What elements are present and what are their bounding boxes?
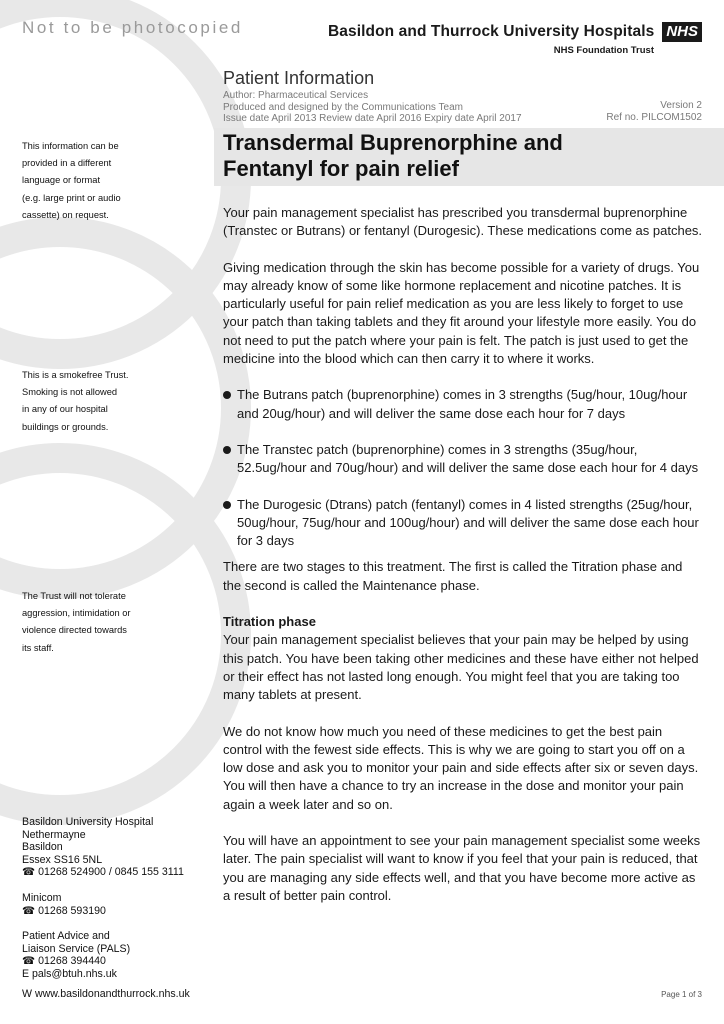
note-line: Smoking is not allowed	[22, 387, 118, 398]
main-content	[223, 204, 703, 923]
sidebar-note-smokefree	[22, 367, 172, 436]
produced-line: Produced and designed by the Communications Team	[223, 101, 463, 113]
pals-line: Liaison Service (PALS)	[22, 942, 131, 955]
hospital-address	[22, 816, 212, 879]
note-line: cassette) on request.	[22, 209, 109, 220]
bullet-icon	[223, 501, 231, 509]
author-line: Author: Pharmaceutical Services	[223, 90, 369, 101]
version-info	[606, 100, 702, 123]
note-line: in any of our hospital	[22, 404, 108, 415]
minicom-contact	[22, 892, 212, 917]
nhs-logo: NHS	[662, 22, 702, 42]
skin-delivery-paragraph: Giving medication through the skin has become possible for a variety of drugs. You may already know of some like hormone replacement and nicotine patches. It is particularly useful for pain relief medication as you are less likely to forget to use your patch than taking tablets and they fit around your lifestyle more easily. You do not need to put the patch where your pain is felt. The patch is just used to get the medicine into the blood which can then carry it to where it works.	[223, 259, 700, 367]
section-heading: Titration phase	[223, 614, 316, 630]
hospital-name: Basildon and Thurrock University Hospitals	[328, 23, 655, 40]
minicom-label: Minicom	[22, 891, 62, 904]
pals-contact	[22, 930, 212, 980]
page-number: Page 1 of 3	[661, 990, 702, 999]
note-line: buildings or grounds.	[22, 421, 109, 432]
list-item	[223, 496, 703, 551]
bullet-text: The Durogesic (Dtrans) patch (fentanyl) comes in 4 listed strengths (25ug/hour, 50ug/hour, 75ug/hour and 100ug/hour) and will deliver the same dose each hour for 3 days	[237, 496, 699, 549]
list-item	[223, 441, 703, 478]
sidebar-note-format	[22, 138, 172, 224]
intro-paragraph: Your pain management specialist has prescribed you transdermal buprenorphine (Transtec or Butrans) or fentanyl (Durogesic). These medications come as patches.	[223, 205, 703, 239]
stages-paragraph: There are two stages to this treatment. The first is called the Titration phase and the second is called the Maintenance phase.	[223, 559, 683, 593]
title-line-1: Transdermal Buprenorphine and	[223, 130, 563, 155]
note-line: The Trust will not tolerate	[22, 591, 126, 601]
hospital-header	[328, 22, 702, 56]
address-line: Basildon University Hospital	[22, 816, 154, 828]
note-line: This is a smokefree Trust.	[22, 370, 129, 380]
pals-line: Patient Advice and	[22, 930, 110, 943]
note-line: provided in a different	[22, 158, 112, 169]
bullet-text: The Butrans patch (buprenorphine) comes in 3 strengths (5ug/hour, 10ug/hour and 20ug/hour) and will deliver the same dose each hour for 7 days	[237, 387, 688, 421]
pals-email: E pals@btuh.nhs.uk	[22, 967, 117, 980]
trust-subtitle: NHS Foundation Trust	[553, 45, 654, 56]
page-title	[223, 130, 703, 182]
contact-details	[22, 816, 212, 994]
list-item	[223, 386, 703, 423]
dates-line: Issue date April 2013 Review date April 2016 Expiry date April 2017	[223, 113, 522, 124]
minicom-phone: ☎ 01268 593190	[22, 904, 106, 917]
address-line: Essex SS16 5NL	[22, 853, 103, 866]
note-line: violence directed towards	[22, 625, 127, 636]
ref-line: Ref no. PILCOM1502	[606, 111, 702, 123]
bullet-icon	[223, 446, 231, 454]
dose-paragraph: We do not know how much you need of these medicines to get the best pain control with the fewest side effects. This is why we are going to start you off on a low dose and ask you to monitor your pain and side effects after six or seven days. You will then have a chance to try an increase in the dose and monitor your pain again a week later and so on.	[223, 723, 699, 812]
pals-phone: ☎ 01268 394440	[22, 955, 106, 968]
bullet-text: The Transtec patch (buprenorphine) comes in 3 strengths (35ug/hour, 52.5ug/hour and 70ug/hour) and will deliver the same dose each hour for 4 days	[237, 441, 699, 476]
appointment-paragraph: You will have an appointment to see your pain management specialist some weeks later. The pain specialist will want to know if you feel that your pain is reduced, that you are managing any side effects well, and that you have become more active as a result of better pain control.	[223, 833, 701, 903]
website-link: W www.basildonandthurrock.nhs.uk	[22, 988, 190, 1000]
not-photocopied-stamp: Not to be photocopied	[22, 18, 243, 37]
note-line: aggression, intimidation or	[22, 608, 131, 619]
version-line: Version 2	[660, 100, 702, 111]
sidebar-note-aggression	[22, 588, 172, 657]
titration-paragraph: Your pain management specialist believes that your pain may be helped by using this patch. You have been taking other medicines and these have either not helped or their effect has not lasted long enough. You might feel that you are taking too many tablets at present.	[223, 632, 699, 703]
address-line: Nethermayne	[22, 828, 86, 841]
title-line-2: Fentanyl for pain relief	[223, 156, 459, 181]
document-meta	[223, 90, 522, 125]
note-line: language or format	[22, 175, 101, 186]
note-line: (e.g. large print or audio	[22, 192, 121, 203]
bullet-icon	[223, 391, 231, 399]
phone-line: ☎ 01268 524900 / 0845 155 3111	[22, 866, 184, 879]
note-line: its staff.	[22, 642, 54, 653]
note-line: This information can be	[22, 141, 119, 151]
address-line: Basildon	[22, 841, 63, 854]
category-heading: Patient Information	[223, 68, 375, 88]
